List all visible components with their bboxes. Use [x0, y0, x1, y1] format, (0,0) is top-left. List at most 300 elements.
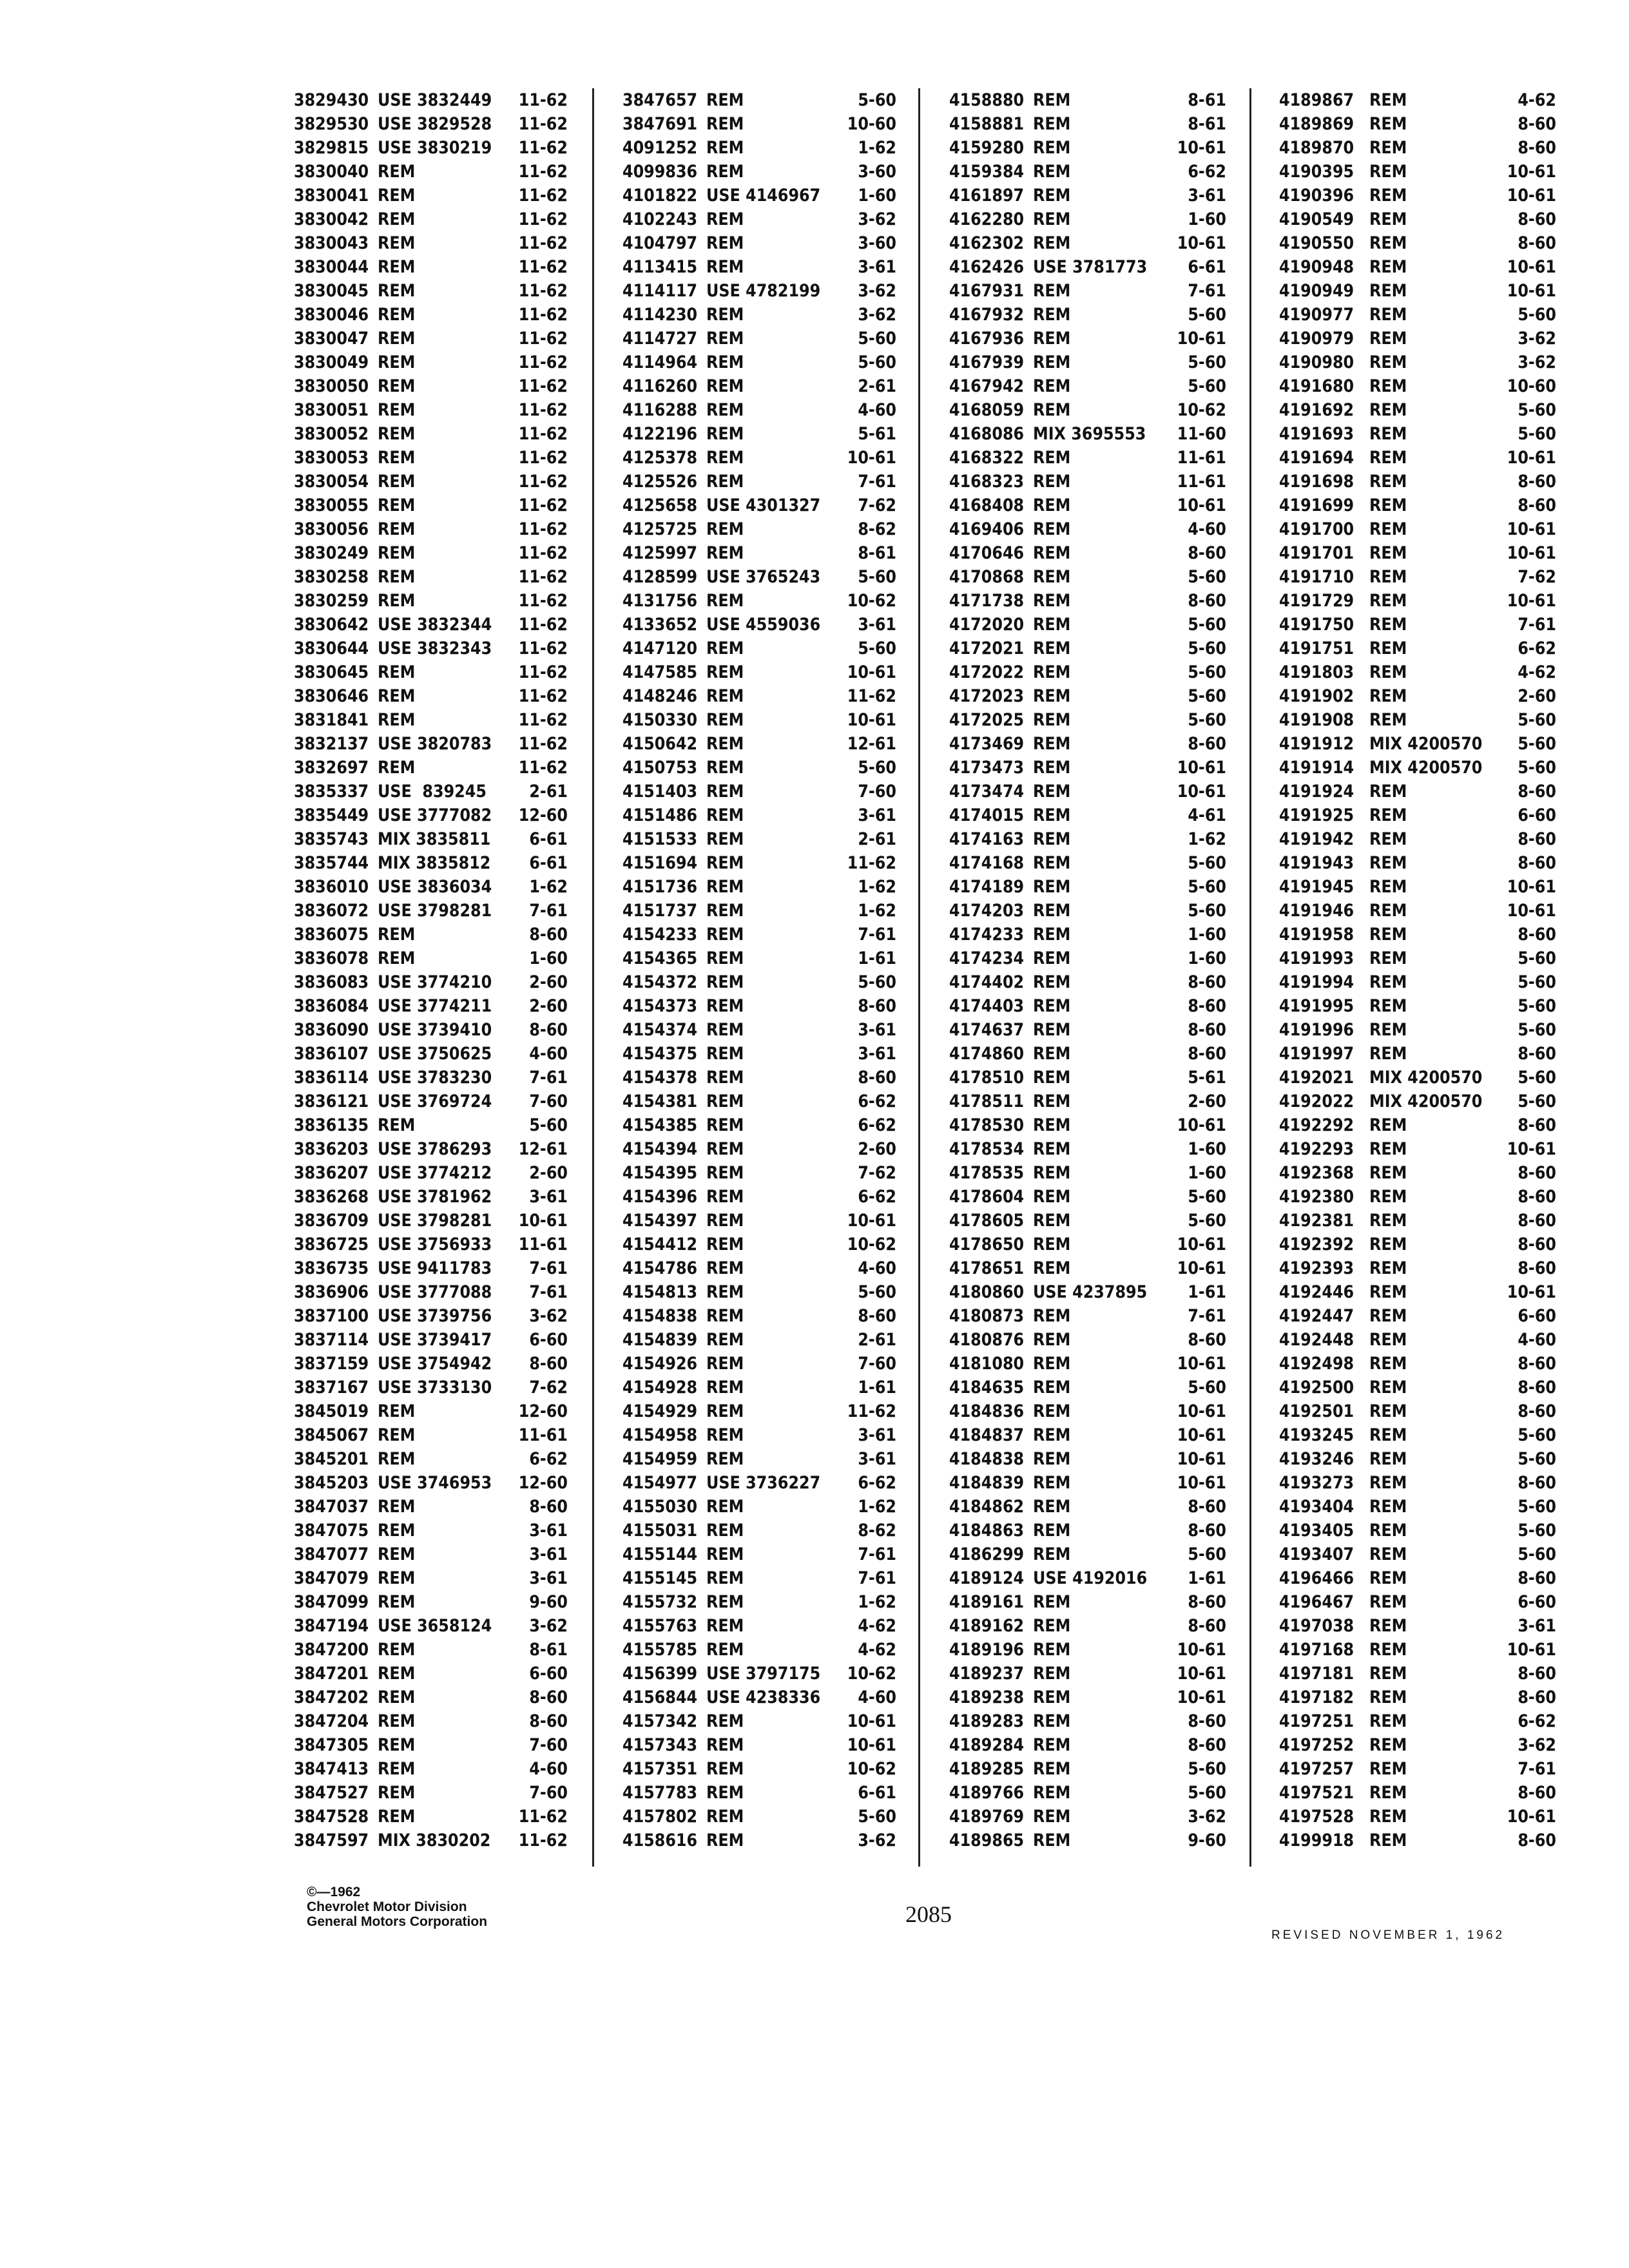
part-row	[949, 565, 1226, 589]
part-number: 3836121	[294, 1091, 369, 1111]
part-row	[294, 1757, 568, 1781]
part-row	[294, 422, 568, 446]
part-number: 3847528	[294, 1807, 369, 1827]
part-number: 4193245	[1279, 1425, 1354, 1445]
part-number: 3835449	[294, 805, 369, 825]
disposition: REM	[378, 281, 416, 301]
part-number: 3830644	[294, 639, 369, 658]
date-code: 1-62	[858, 1497, 896, 1517]
part-number: 4191946	[1279, 901, 1354, 921]
date-code: 7-61	[858, 472, 896, 492]
disposition: REM	[1369, 948, 1407, 968]
part-number: 4148246	[622, 686, 698, 706]
part-row	[949, 1733, 1226, 1757]
part-row	[949, 1161, 1226, 1185]
part-row	[622, 470, 896, 494]
part-number: 4189196	[949, 1640, 1025, 1660]
disposition: REM	[706, 424, 744, 444]
disposition: REM	[1033, 186, 1071, 206]
part-row	[294, 1805, 568, 1829]
part-number: 4104797	[622, 233, 698, 253]
date-code: 10-61	[847, 1735, 896, 1755]
disposition: REM	[1033, 400, 1071, 420]
date-code: 7-60	[529, 1735, 568, 1755]
date-code: 11-62	[518, 376, 568, 396]
disposition: REM	[1369, 186, 1407, 206]
part-number: 4157343	[622, 1735, 698, 1755]
date-code: 11-62	[847, 1401, 896, 1421]
part-row	[1279, 875, 1556, 899]
disposition: REM	[1369, 1187, 1407, 1207]
disposition: USE 3820783	[378, 734, 492, 754]
part-row	[622, 1256, 896, 1280]
disposition: REM	[378, 1425, 416, 1445]
part-number: 4168086	[949, 424, 1025, 444]
part-number: 3836010	[294, 877, 369, 897]
part-number: 4197181	[1279, 1664, 1354, 1684]
part-row	[294, 1590, 568, 1614]
disposition: REM	[1033, 734, 1071, 754]
date-code: 5-60	[1188, 853, 1226, 873]
date-code: 12-60	[518, 1473, 568, 1493]
date-code: 6-62	[1188, 162, 1226, 182]
disposition: REM	[1033, 1258, 1071, 1278]
date-code: 10-62	[847, 1664, 896, 1684]
part-number: 3847200	[294, 1640, 369, 1660]
disposition: REM	[706, 90, 744, 110]
part-number: 4191942	[1279, 829, 1354, 849]
part-number: 4162426	[949, 257, 1025, 277]
part-number: 3836107	[294, 1044, 369, 1064]
date-code: 8-60	[1188, 1711, 1226, 1731]
disposition: REM	[1369, 1687, 1407, 1707]
part-row	[622, 1328, 896, 1352]
disposition: REM	[706, 1044, 744, 1064]
part-row	[1279, 1542, 1556, 1566]
date-code: 5-60	[858, 1282, 896, 1302]
disposition: REM	[1033, 162, 1071, 182]
date-code: 5-60	[1518, 710, 1556, 730]
disposition: USE 3832344	[378, 615, 492, 635]
part-number: 4186299	[949, 1544, 1025, 1564]
part-number: 3830045	[294, 281, 369, 301]
part-number: 4191908	[1279, 710, 1354, 730]
disposition: REM	[1369, 305, 1407, 325]
disposition: REM	[1369, 782, 1407, 802]
part-row	[294, 1113, 568, 1137]
part-number: 4180860	[949, 1282, 1025, 1302]
date-code: 5-60	[1188, 305, 1226, 325]
part-number: 3847413	[294, 1759, 369, 1779]
part-number: 4197528	[1279, 1807, 1354, 1827]
part-row	[622, 255, 896, 279]
part-row	[622, 1066, 896, 1090]
disposition: REM	[1033, 114, 1071, 134]
part-number: 3830642	[294, 615, 369, 635]
date-code: 12-61	[847, 734, 896, 754]
part-row	[1279, 732, 1556, 756]
date-code: 2-60	[529, 972, 568, 992]
date-code: 10-61	[1177, 1425, 1226, 1445]
disposition: REM	[706, 1354, 744, 1374]
disposition: REM	[1369, 1235, 1407, 1254]
date-code: 8-60	[1188, 1616, 1226, 1636]
part-number: 4154958	[622, 1425, 698, 1445]
part-number: 3836906	[294, 1282, 369, 1302]
disposition: REM	[1369, 615, 1407, 635]
date-code: 6-62	[858, 1115, 896, 1135]
disposition: REM	[1033, 1139, 1071, 1159]
date-code: 6-60	[1518, 1306, 1556, 1326]
part-number: 4189283	[949, 1711, 1025, 1731]
part-row	[622, 1566, 896, 1590]
disposition: REM	[706, 1568, 744, 1588]
part-number: 3847202	[294, 1687, 369, 1707]
disposition: REM	[1033, 543, 1071, 563]
date-code: 5-60	[1188, 686, 1226, 706]
part-number: 4156844	[622, 1687, 698, 1707]
part-row	[949, 136, 1226, 160]
disposition: USE 3781773	[1033, 257, 1148, 277]
disposition: REM	[1369, 1425, 1407, 1445]
disposition: REM	[1033, 90, 1071, 110]
date-code: 11-62	[518, 472, 568, 492]
part-row	[294, 207, 568, 231]
part-number: 4189869	[1279, 114, 1354, 134]
date-code: 3-62	[1518, 329, 1556, 349]
date-code: 2-61	[858, 376, 896, 396]
part-row	[1279, 351, 1556, 374]
date-code: 5-60	[1188, 1187, 1226, 1207]
date-code: 8-60	[1518, 114, 1556, 134]
part-row	[949, 1209, 1226, 1233]
disposition: USE 4192016	[1033, 1568, 1148, 1588]
part-number: 3836078	[294, 948, 369, 968]
disposition: REM	[706, 1163, 744, 1183]
part-row	[294, 1686, 568, 1709]
disposition: REM	[1033, 1235, 1071, 1254]
part-row	[949, 279, 1226, 303]
part-number: 4125526	[622, 472, 698, 492]
date-code: 4-60	[529, 1044, 568, 1064]
part-number: 4197182	[1279, 1687, 1354, 1707]
disposition: REM	[706, 114, 744, 134]
disposition: REM	[706, 996, 744, 1016]
part-row	[294, 1638, 568, 1662]
part-row	[294, 780, 568, 803]
disposition: REM	[378, 948, 416, 968]
date-code: 8-60	[1518, 1115, 1556, 1135]
date-code: 10-62	[1177, 400, 1226, 420]
disposition: REM	[706, 1378, 744, 1398]
disposition: REM	[1369, 1330, 1407, 1350]
disposition: REM	[378, 400, 416, 420]
date-code: 12-60	[518, 805, 568, 825]
disposition: REM	[1033, 1473, 1071, 1493]
part-number: 4172020	[949, 615, 1025, 635]
part-row	[622, 279, 896, 303]
part-number: 4191914	[1279, 758, 1354, 778]
date-code: 11-61	[1177, 472, 1226, 492]
part-number: 3836090	[294, 1020, 369, 1040]
disposition: REM	[1033, 829, 1071, 849]
date-code: 11-62	[518, 209, 568, 229]
part-row	[294, 1376, 568, 1399]
part-number: 4190396	[1279, 186, 1354, 206]
disposition: REM	[378, 257, 416, 277]
part-row	[949, 851, 1226, 875]
disposition: REM	[1033, 329, 1071, 349]
date-code: 11-62	[847, 853, 896, 873]
date-code: 11-62	[518, 424, 568, 444]
part-row	[1279, 1018, 1556, 1042]
disposition: USE 3798281	[378, 901, 492, 921]
part-number: 4155144	[622, 1544, 698, 1564]
part-row	[1279, 1686, 1556, 1709]
part-number: 4178534	[949, 1139, 1025, 1159]
part-number: 4197252	[1279, 1735, 1354, 1755]
disposition: REM	[1369, 495, 1407, 515]
date-code: 11-62	[518, 90, 568, 110]
part-row	[622, 1209, 896, 1233]
disposition: REM	[1033, 281, 1071, 301]
part-row	[949, 112, 1226, 136]
date-code: 10-61	[1507, 1640, 1556, 1660]
part-number: 4158880	[949, 90, 1025, 110]
part-row	[622, 112, 896, 136]
disposition: REM	[706, 1258, 744, 1278]
corporation-name: General Motors Corporation	[307, 1914, 488, 1929]
disposition: REM	[1033, 972, 1071, 992]
disposition: REM	[1369, 233, 1407, 253]
disposition: REM	[1033, 209, 1071, 229]
part-row	[949, 398, 1226, 422]
part-number: 4167931	[949, 281, 1025, 301]
disposition: REM	[1033, 996, 1071, 1016]
part-number: 4191997	[1279, 1044, 1354, 1064]
part-row	[294, 1662, 568, 1686]
date-code: 8-60	[1518, 1235, 1556, 1254]
part-row	[949, 923, 1226, 947]
part-row	[1279, 1805, 1556, 1829]
part-row	[1279, 207, 1556, 231]
part-number: 4147120	[622, 639, 698, 658]
disposition: REM	[378, 1521, 416, 1541]
part-number: 4191693	[1279, 424, 1354, 444]
part-row	[1279, 637, 1556, 660]
part-number: 4181080	[949, 1354, 1025, 1374]
disposition: REM	[1033, 1211, 1071, 1231]
part-number: 4150642	[622, 734, 698, 754]
part-row	[1279, 1495, 1556, 1519]
part-number: 4172021	[949, 639, 1025, 658]
disposition: REM	[706, 829, 744, 849]
date-code: 5-60	[1188, 567, 1226, 587]
part-number: 4154397	[622, 1211, 698, 1231]
part-row	[622, 88, 896, 112]
date-code: 11-62	[518, 758, 568, 778]
date-code: 7-62	[858, 495, 896, 515]
part-number: 4161897	[949, 186, 1025, 206]
disposition: REM	[1033, 710, 1071, 730]
disposition: REM	[1033, 805, 1071, 825]
date-code: 8-60	[1518, 1783, 1556, 1803]
part-number: 3847204	[294, 1711, 369, 1731]
part-number: 4150330	[622, 710, 698, 730]
disposition: REM	[1369, 639, 1407, 658]
disposition: REM	[1033, 1020, 1071, 1040]
part-number: 3836114	[294, 1068, 369, 1088]
part-row	[949, 1686, 1226, 1709]
part-row	[1279, 1233, 1556, 1256]
part-row	[949, 1018, 1226, 1042]
date-code: 6-62	[858, 1187, 896, 1207]
disposition: USE 9411783	[378, 1258, 492, 1278]
part-number: 4184635	[949, 1378, 1025, 1398]
part-number: 4172023	[949, 686, 1025, 706]
date-code: 3-61	[858, 805, 896, 825]
date-code: 5-60	[1188, 352, 1226, 372]
part-row	[294, 351, 568, 374]
part-number: 3847099	[294, 1592, 369, 1612]
date-code: 7-61	[529, 1068, 568, 1088]
date-code: 5-60	[1518, 1497, 1556, 1517]
disposition: REM	[1369, 1783, 1407, 1803]
part-number: 4147585	[622, 662, 698, 682]
part-number: 4189870	[1279, 138, 1354, 158]
date-code: 1-61	[858, 948, 896, 968]
date-code: 5-60	[1188, 901, 1226, 921]
date-code: 10-61	[1177, 1235, 1226, 1254]
date-code: 10-62	[847, 1759, 896, 1779]
date-code: 5-60	[1188, 710, 1226, 730]
disposition: USE 3739417	[378, 1330, 492, 1350]
part-row	[949, 327, 1226, 351]
part-row	[1279, 1090, 1556, 1113]
part-number: 4178651	[949, 1258, 1025, 1278]
part-number: 3829530	[294, 114, 369, 134]
disposition: REM	[1369, 1139, 1407, 1159]
disposition: USE 3658124	[378, 1616, 492, 1636]
disposition: REM	[378, 1711, 416, 1731]
part-number: 4191750	[1279, 615, 1354, 635]
part-row	[622, 184, 896, 207]
part-number: 4157802	[622, 1807, 698, 1827]
disposition: USE 3830219	[378, 138, 492, 158]
disposition: REM	[1033, 1187, 1071, 1207]
part-row	[949, 637, 1226, 660]
disposition: USE 3832343	[378, 639, 492, 658]
part-number: 4172022	[949, 662, 1025, 682]
date-code: 6-61	[858, 1783, 896, 1803]
part-row	[622, 970, 896, 994]
part-row	[949, 1066, 1226, 1090]
date-code: 5-61	[1188, 1068, 1226, 1088]
date-code: 5-60	[858, 90, 896, 110]
part-row	[622, 1304, 896, 1328]
date-code: 8-60	[1518, 233, 1556, 253]
date-code: 8-60	[1518, 1211, 1556, 1231]
part-row	[622, 1590, 896, 1614]
part-number: 4162302	[949, 233, 1025, 253]
part-number: 4125997	[622, 543, 698, 563]
date-code: 1-62	[858, 138, 896, 158]
part-row	[949, 1376, 1226, 1399]
part-row	[1279, 1423, 1556, 1447]
disposition: REM	[1033, 1592, 1071, 1612]
part-row	[949, 684, 1226, 708]
disposition: MIX 4200570	[1369, 758, 1483, 778]
part-number: 4191694	[1279, 448, 1354, 468]
date-code: 11-61	[518, 1235, 568, 1254]
disposition: REM	[1033, 352, 1071, 372]
date-code: 4-60	[858, 1258, 896, 1278]
disposition: REM	[378, 305, 416, 325]
part-number: 4122196	[622, 424, 698, 444]
disposition: USE 3797175	[706, 1664, 821, 1684]
date-code: 11-60	[1177, 424, 1226, 444]
part-row	[1279, 1709, 1556, 1733]
part-row	[294, 1733, 568, 1757]
disposition: REM	[706, 1425, 744, 1445]
disposition: REM	[378, 1735, 416, 1755]
date-code: 7-62	[529, 1378, 568, 1398]
disposition: USE 4301327	[706, 495, 821, 515]
part-row	[949, 1709, 1226, 1733]
part-number: 3836084	[294, 996, 369, 1016]
part-row	[1279, 1471, 1556, 1495]
disposition: REM	[706, 1616, 744, 1636]
part-number: 3847691	[622, 114, 698, 134]
date-code: 8-60	[858, 996, 896, 1016]
part-number: 4180876	[949, 1330, 1025, 1350]
part-number: 4154372	[622, 972, 698, 992]
part-number: 3830055	[294, 495, 369, 515]
part-row	[294, 851, 568, 875]
disposition: REM	[378, 352, 416, 372]
date-code: 7-61	[1188, 281, 1226, 301]
date-code: 8-62	[858, 519, 896, 539]
part-row	[294, 279, 568, 303]
disposition: REM	[706, 376, 744, 396]
part-number: 4184838	[949, 1449, 1025, 1469]
part-row	[1279, 1447, 1556, 1471]
part-row	[622, 1781, 896, 1805]
part-row	[1279, 303, 1556, 327]
disposition: REM	[1369, 1115, 1407, 1135]
date-code: 10-61	[1177, 1640, 1226, 1660]
part-number: 4178650	[949, 1235, 1025, 1254]
disposition: REM	[378, 1759, 416, 1779]
date-code: 8-61	[1188, 90, 1226, 110]
part-number: 3837114	[294, 1330, 369, 1350]
part-row	[622, 494, 896, 517]
part-number: 4178535	[949, 1163, 1025, 1183]
date-code: 6-62	[858, 1473, 896, 1493]
part-number: 3832697	[294, 758, 369, 778]
disposition: REM	[706, 1497, 744, 1517]
date-code: 11-62	[518, 591, 568, 611]
part-number: 4192393	[1279, 1258, 1354, 1278]
part-number: 4155763	[622, 1616, 698, 1636]
date-code: 10-61	[1177, 329, 1226, 349]
part-row	[622, 160, 896, 184]
disposition: USE 4146967	[706, 186, 821, 206]
part-number: 4133652	[622, 615, 698, 635]
date-code: 1-60	[858, 186, 896, 206]
part-number: 4101822	[622, 186, 698, 206]
part-row	[622, 756, 896, 780]
